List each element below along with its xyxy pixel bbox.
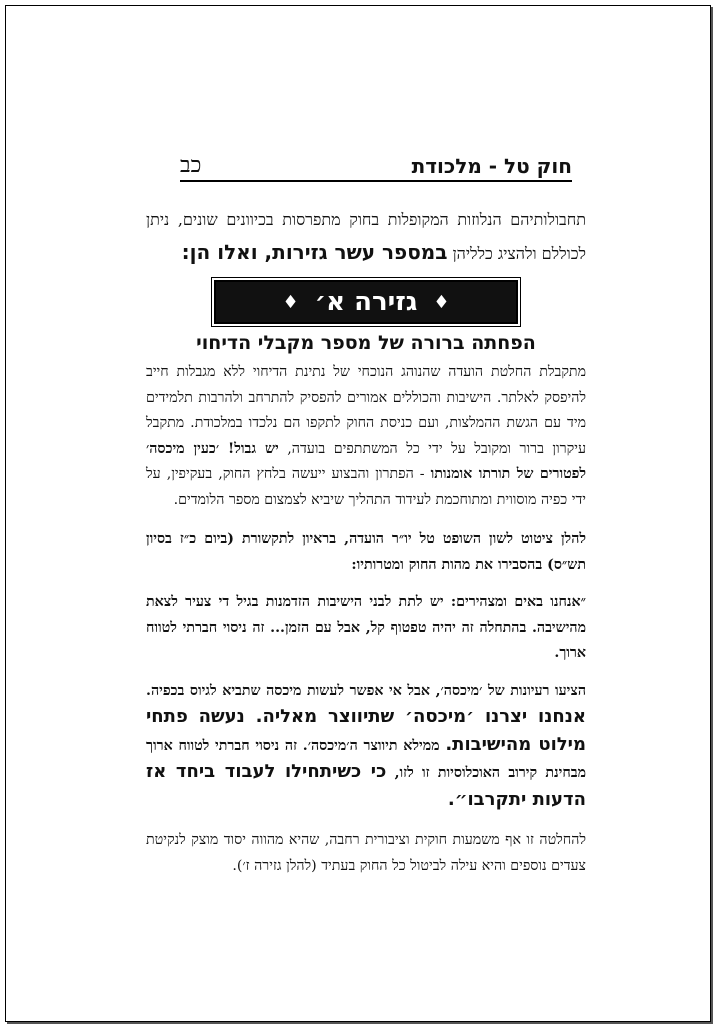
quote-2-text-mid: ממילא תיווצר ה׳מיכסה׳. זה ניסוי חברתי לטווח ארוך מבחינת קירוב האוכלוסיות זו לזו, xyxy=(146,737,587,781)
quote-2-emphasis-end: כי כשיתחילו לעבוד ביחד אז הדעות יתקרבו״. xyxy=(146,761,586,810)
intro-emphasis: במספר עשר גזירות, ואלו הן: xyxy=(181,240,448,264)
page-body xyxy=(146,204,586,879)
paragraph-1 xyxy=(146,360,586,513)
paragraph-3: להחלטה זו אף משמעות חוקית וציבורית רחבה, שהיא מהווה יסוד מוצק לנקיטת צעדים נוספים והיא עילה לביטול כל החוק בעתיד (להלן גזירה ז׳). xyxy=(146,832,586,874)
running-header xyxy=(180,152,572,182)
diamond-icon: ♦ xyxy=(282,291,299,313)
paragraph-1-text: מתקבלת החלטת הועדה שהנוהג הנוכחי של נתינת הדיחוי ללא מגבלות חייב להיפסק לאלתר. הישיבות והכוללים אמורים להפסיק להתרחב ולהרבות תלמידים מיד עם הגשת ההמלצות, ועם כניסת החוק לתקפו הם נלכדו במלכודת. מתקבל עיקרון ברור ומקובל על ידי כל המשתתפים בועדה, xyxy=(146,364,586,457)
paragraph-1-emphasis: יש גבול! ׳כעין מיכסה׳ לפטורים של תורתו אומנותו xyxy=(146,440,586,482)
page-number: כב xyxy=(180,153,202,178)
diamond-icon: ♦ xyxy=(433,291,450,313)
quote-paragraph-1: ״אנחנו באים ומצהירים: יש לתת לבני הישיבות הזדמנות בגיל די צעיר לצאת מהישיבה. בהתחלה זה יהיה טפטוף קל, אבל עם הזמן... זה ניסוי חברתי לטווח ארוך. xyxy=(146,594,586,661)
section-subtitle: הפחתה ברורה של מספר מקבלי הדיחוי xyxy=(196,332,536,354)
quote-2-text: הציעו רעיונות של ׳מיכסה׳, אבל אי אפשר לעשות מיכסה שתביא לגיוס בכפיה. xyxy=(146,682,586,699)
decree-banner xyxy=(214,280,518,324)
paragraph-1-text-end: - הפתרון והבצוע ייעשה בלחץ החוק, בעקיפין, על ידי כפיה מוסווית ומתוחכמת לעידוד התהליך שיביא לצמצום מספר הלומדים. xyxy=(146,466,586,508)
intro-text: תחבולותיהם הנלוזות המקופלות בחוק מתפרסות בכיוונים שונים, ניתן לכוללם ולהציג כלליהן xyxy=(146,210,586,263)
paragraph-2-text: להלן ציטוט לשון השופט טל יו״ר הועדה, בראיון לתקשורת (ביום כ״ז בסיון תש״ס) xyxy=(146,531,586,573)
intro-paragraph xyxy=(146,204,586,270)
paragraph-2 xyxy=(146,527,586,578)
quote-2-emphasis: אנחנו יצרנו ׳מיכסה׳ שתיווצר מאליה. נעשה פתחי מילוט מהישיבות. xyxy=(146,706,586,755)
paragraph-2-text-end: בהסבירו את מהות החוק ומטרותיו: xyxy=(351,556,543,573)
running-title: חוק טל - מלכודת xyxy=(411,154,572,178)
quote-paragraph-2 xyxy=(146,679,586,815)
decree-title: גזירה א׳ xyxy=(314,287,418,317)
